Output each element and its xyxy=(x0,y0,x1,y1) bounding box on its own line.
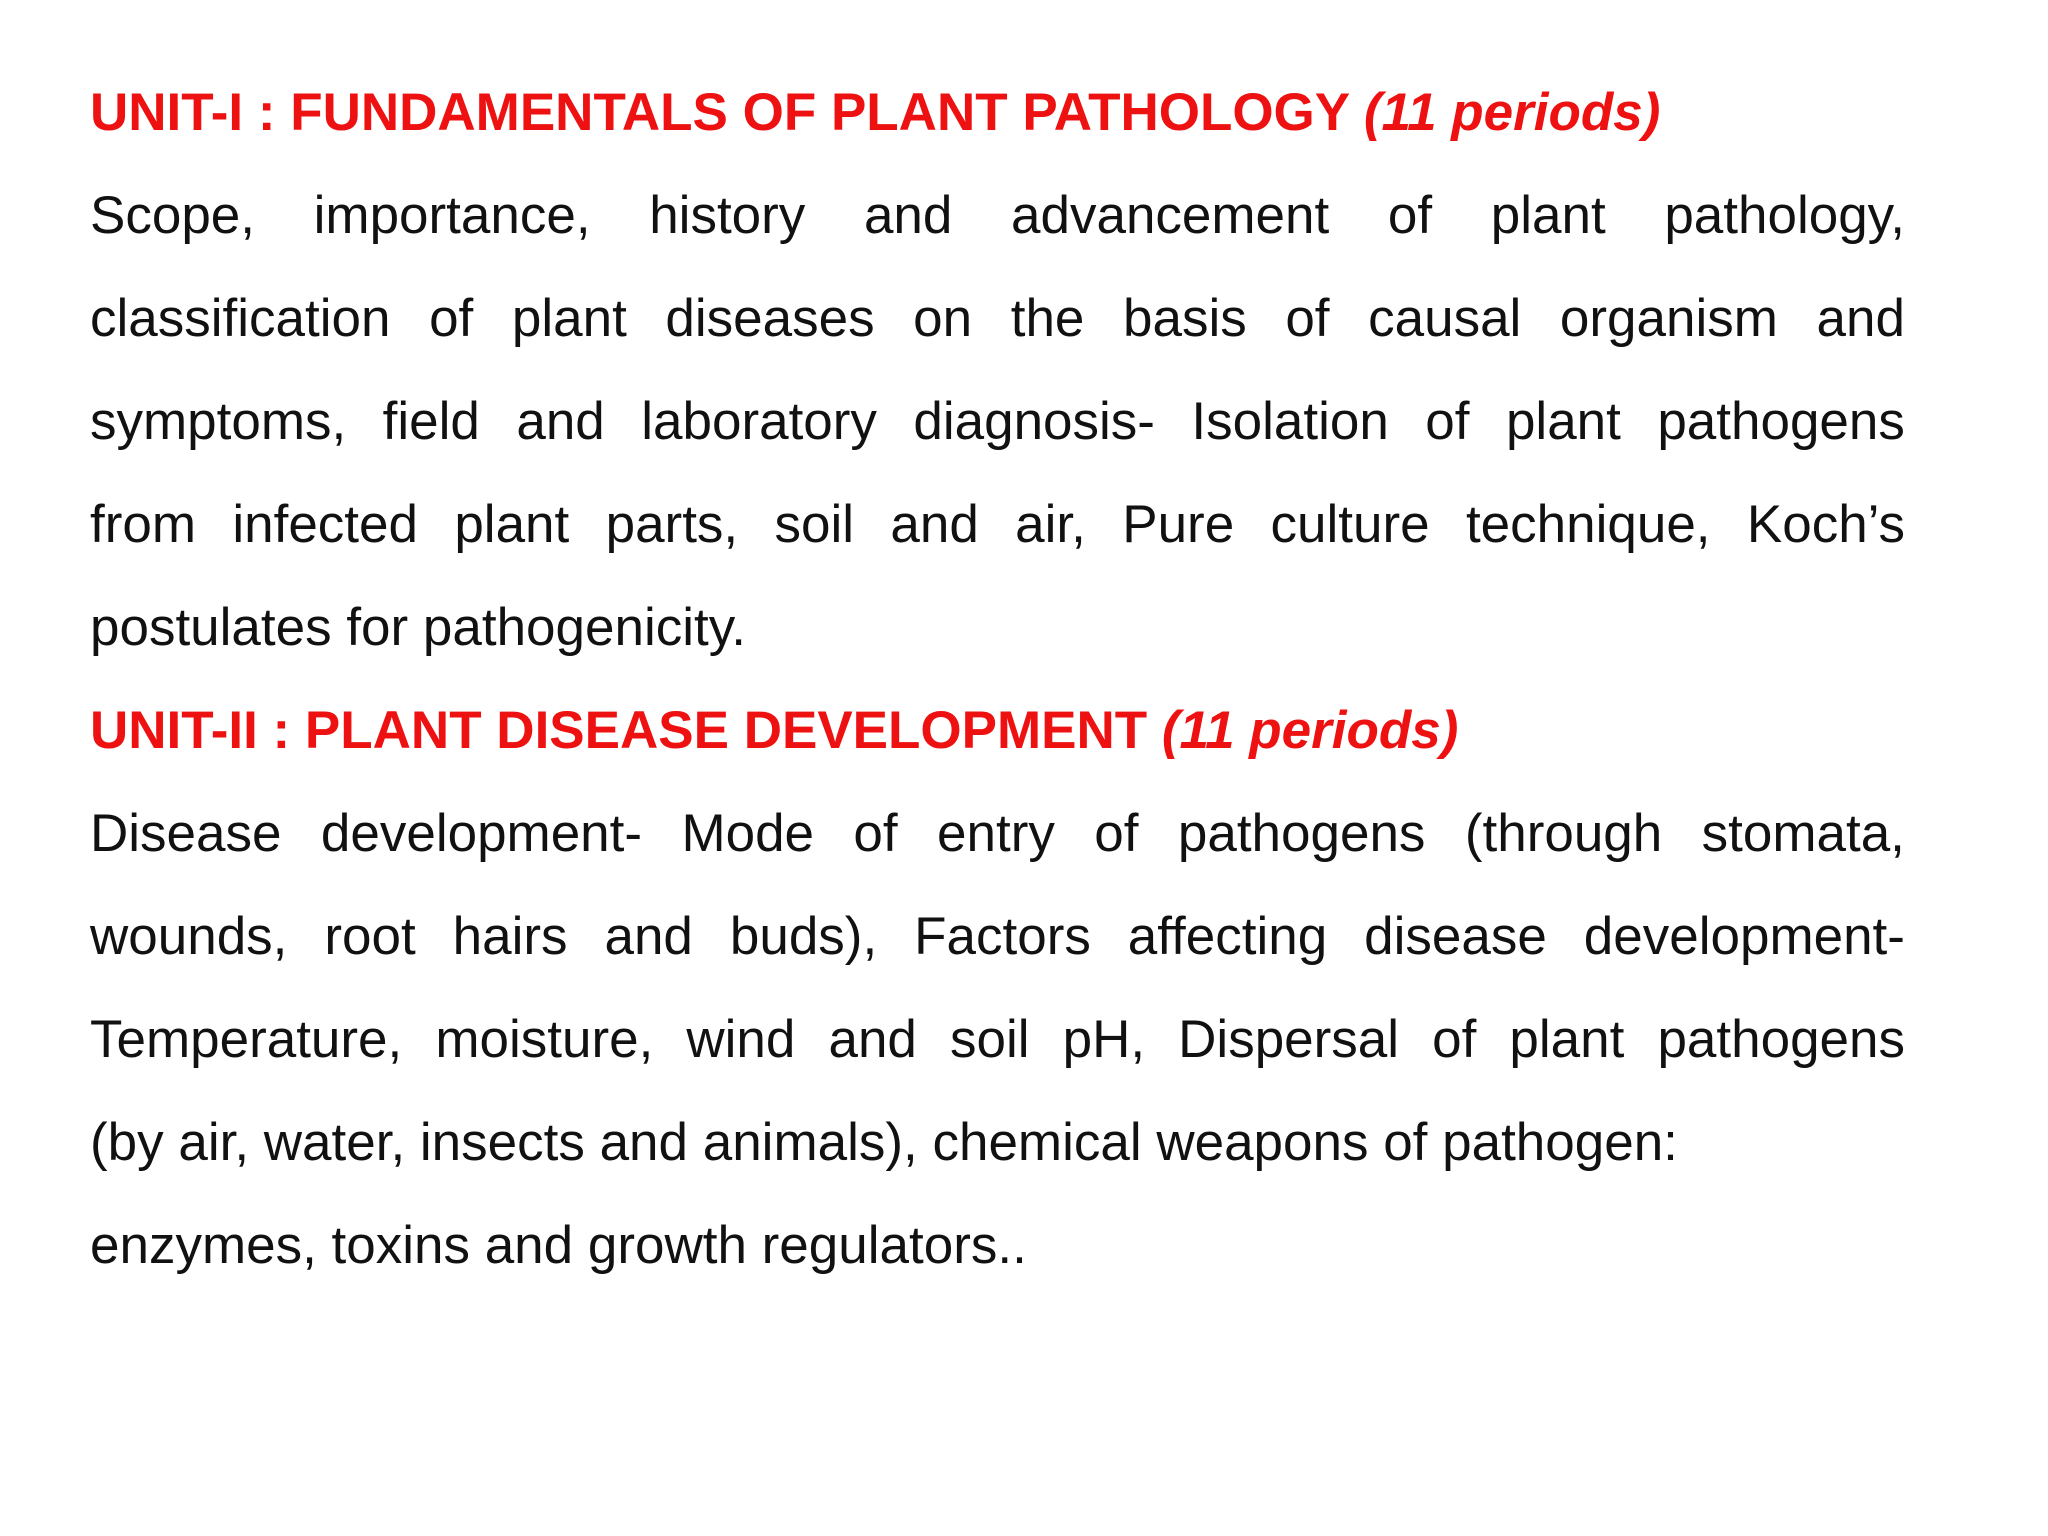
unit-2-line xyxy=(90,1005,1905,1075)
word: plant xyxy=(1509,1010,1625,1069)
word: and xyxy=(863,186,953,245)
unit-1-title: UNIT-I : FUNDAMENTALS OF PLANT PATHOLOGY xyxy=(90,83,1350,142)
word: soil xyxy=(774,495,855,554)
word: the xyxy=(1010,289,1085,348)
word: classification xyxy=(90,289,391,348)
word: (through xyxy=(1464,804,1663,863)
word: hairs xyxy=(452,907,568,966)
word: on xyxy=(913,289,973,348)
unit-1-line xyxy=(90,490,1905,560)
word: advancement xyxy=(1011,186,1330,245)
unit-1-periods: (11 periods) xyxy=(1363,83,1661,142)
unit-1-line xyxy=(90,284,1905,354)
word: root xyxy=(324,907,416,966)
word: Pure xyxy=(1122,495,1235,554)
word: infected xyxy=(232,495,418,554)
word: causal xyxy=(1368,289,1522,348)
word: importance, xyxy=(313,186,591,245)
word: moisture, xyxy=(435,1010,654,1069)
word: parts, xyxy=(605,495,739,554)
word: disease xyxy=(1364,907,1547,966)
word: and xyxy=(516,392,605,451)
unit-1-line xyxy=(90,181,1905,251)
unit-2-periods: (11 periods) xyxy=(1161,701,1459,760)
word: of xyxy=(429,289,474,348)
unit-2-heading xyxy=(90,696,1905,766)
word: from xyxy=(90,495,196,554)
word: entry xyxy=(937,804,1055,863)
word: plant xyxy=(454,495,570,554)
word: organism xyxy=(1559,289,1778,348)
word: and xyxy=(604,907,693,966)
slide-content xyxy=(90,78,1905,1314)
word: and xyxy=(890,495,979,554)
word: laboratory xyxy=(641,392,877,451)
unit-1-heading xyxy=(90,78,1905,148)
word: of xyxy=(1285,289,1330,348)
unit-2-body xyxy=(90,799,1905,1281)
unit-2-line xyxy=(90,799,1905,869)
word: air, xyxy=(1015,495,1086,554)
word: Disease xyxy=(90,804,282,863)
word: of xyxy=(1094,804,1139,863)
word: of xyxy=(1432,1010,1477,1069)
word: pathogens xyxy=(1657,392,1905,451)
unit-1-body xyxy=(90,181,1905,663)
word: affecting xyxy=(1127,907,1328,966)
word: basis xyxy=(1123,289,1247,348)
word: and xyxy=(1816,289,1905,348)
word: pathogens xyxy=(1177,804,1426,863)
word: Koch’s xyxy=(1746,495,1905,554)
word: diagnosis- xyxy=(913,392,1155,451)
word: technique, xyxy=(1465,495,1711,554)
unit-2-line: enzymes, toxins and growth regulators.. xyxy=(90,1216,1027,1275)
word: pH, xyxy=(1062,1010,1146,1069)
word: culture xyxy=(1270,495,1430,554)
word: wind xyxy=(686,1010,796,1069)
word: diseases xyxy=(665,289,875,348)
word: of xyxy=(853,804,898,863)
word: field xyxy=(382,392,480,451)
word: wounds, xyxy=(90,907,288,966)
unit-1-line: postulates for pathogenicity. xyxy=(90,598,747,657)
word: pathogens xyxy=(1657,1010,1905,1069)
word: pathology, xyxy=(1664,186,1905,245)
word: development- xyxy=(1583,907,1905,966)
word: Dispersal xyxy=(1178,1010,1400,1069)
word: plant xyxy=(1505,392,1621,451)
word: soil xyxy=(949,1010,1030,1069)
word: plant xyxy=(511,289,627,348)
unit-2-line xyxy=(90,902,1905,972)
word: Factors xyxy=(914,907,1091,966)
word: of xyxy=(1387,186,1433,245)
word: development- xyxy=(320,804,643,863)
word: Isolation xyxy=(1191,392,1389,451)
unit-2-line: (by air, water, insects and animals), chemical weapons of pathogen: xyxy=(90,1113,1678,1172)
unit-2-title: UNIT-II : PLANT DISEASE DEVELOPMENT xyxy=(90,701,1148,760)
word: Mode xyxy=(681,804,815,863)
word: history xyxy=(649,186,806,245)
word: plant xyxy=(1490,186,1606,245)
word: Temperature, xyxy=(90,1010,403,1069)
word: and xyxy=(828,1010,917,1069)
word: of xyxy=(1425,392,1470,451)
unit-1-line xyxy=(90,387,1905,457)
word: Scope, xyxy=(90,186,256,245)
word: buds), xyxy=(729,907,878,966)
word: symptoms, xyxy=(90,392,347,451)
word: stomata, xyxy=(1701,804,1905,863)
